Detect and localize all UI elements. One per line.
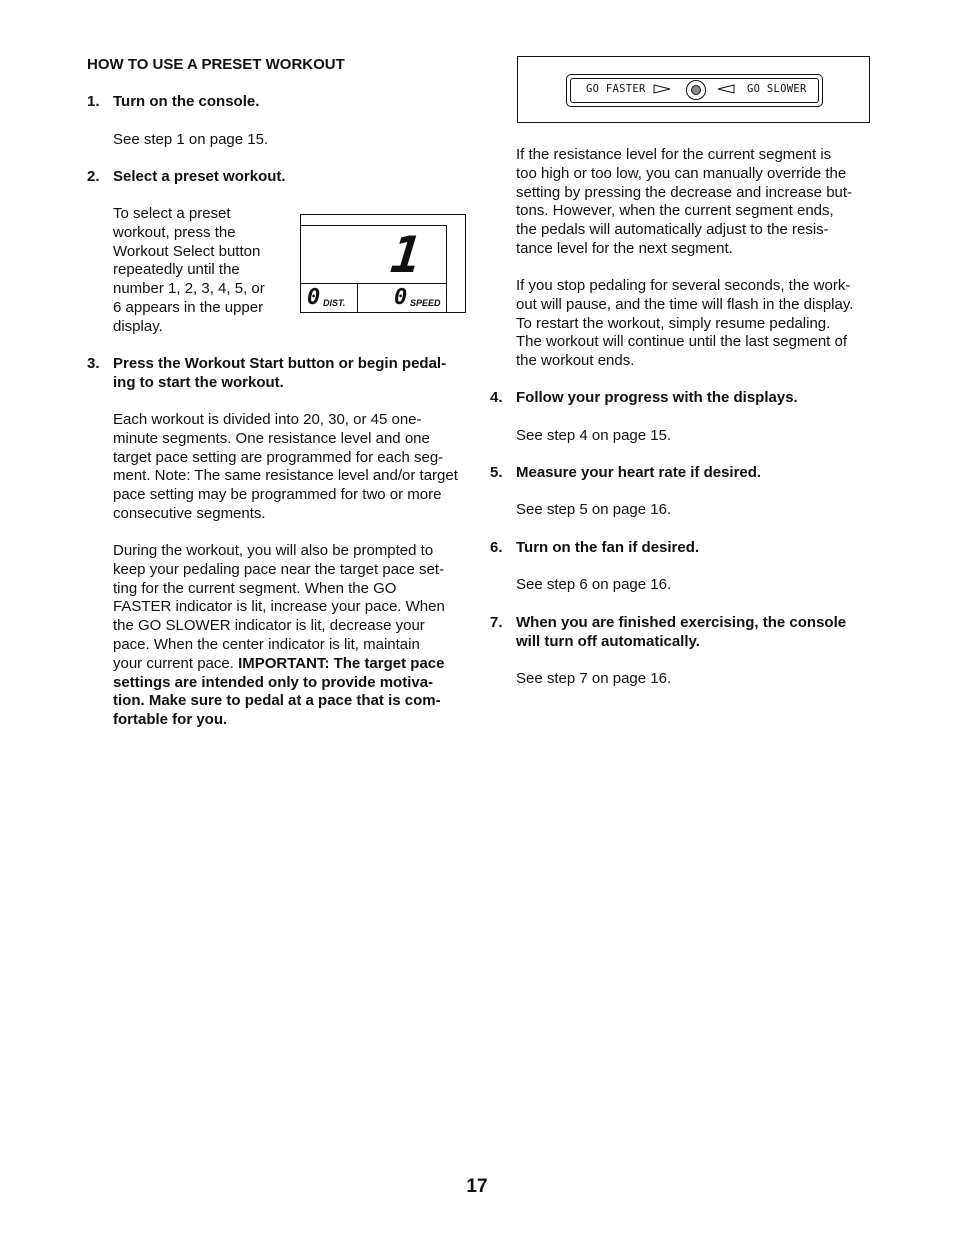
text-line: pace setting may be programmed for two or more (113, 486, 442, 504)
go-faster-triangle-icon (653, 82, 671, 96)
step-text: See step 6 on page 16. (516, 576, 672, 593)
maintain-pace-circle-icon (685, 79, 707, 101)
page-number: 17 (466, 1176, 488, 1197)
step-title (516, 614, 876, 652)
step-text: See step 4 on page 15. (516, 427, 672, 444)
speed-label: SPEED (410, 298, 441, 308)
pace-panel (566, 74, 823, 107)
upper-display (301, 225, 447, 284)
step-title: Follow your progress with the displays. (516, 389, 798, 406)
text-line: settings are intended only to provide motiva- (113, 673, 434, 691)
text-line: If the resistance level for the current segment is (516, 146, 832, 163)
text-line: The workout will continue until the last segment of (516, 333, 848, 351)
text-line: ment. Note: The same resistance level and/or target (113, 467, 458, 485)
step-title: Turn on the fan if desired. (516, 539, 700, 556)
paragraph-pause (516, 277, 876, 371)
step-title: Turn on the console. (113, 93, 260, 110)
important-label: IMPORTANT: The target pace (238, 654, 445, 672)
text-line: 6 appears in the upper (113, 298, 264, 316)
go-faster-label: GO FASTER (586, 83, 646, 95)
text-line: Press the Workout Start button or begin pedal- (113, 355, 447, 372)
distance-value: 0 (307, 285, 321, 310)
step-number: 6. (490, 539, 503, 556)
text-line: fortable for you. (113, 711, 228, 729)
text-line: pace. When the center indicator is lit, maintain (113, 635, 420, 653)
text-line: ing to start the workout. (113, 373, 284, 391)
text-line: workout, press the (113, 223, 236, 241)
text-line: will turn off automatically. (516, 632, 700, 650)
text-line: display. (113, 317, 163, 335)
text-line: tion. Make sure to pedal at a pace that is com- (113, 692, 441, 710)
text-line: the workout ends. (516, 352, 635, 370)
text-line: To select a preset (113, 205, 231, 222)
text-line: Each workout is divided into 20, 30, or 45 one- (113, 411, 422, 428)
step-number: 1. (87, 93, 100, 110)
step-text: See step 5 on page 16. (516, 501, 672, 518)
paragraph-pace (113, 542, 473, 730)
divider (357, 283, 358, 313)
text-run: your current pace. (113, 654, 239, 672)
step-number: 2. (87, 168, 100, 185)
text-line (113, 655, 473, 674)
text-line: the pedals will automatically adjust to the resis- (516, 221, 829, 239)
text-line: To restart the workout, simply resume pedaling. (516, 314, 831, 332)
text-line: keep your pedaling pace near the target pace set- (113, 560, 445, 578)
text-line: setting by pressing the decrease and increase but- (516, 183, 853, 201)
text-line: ting for the current segment. When the GO (113, 579, 397, 597)
text-line: number 1, 2, 3, 4, 5, or (113, 280, 265, 298)
go-slower-label: GO SLOWER (747, 83, 807, 95)
go-slower-triangle-icon (717, 82, 735, 96)
text-line: During the workout, you will also be prompted to (113, 542, 434, 559)
text-line: minute segments. One resistance level and one (113, 429, 430, 447)
distance-label: DIST. (323, 298, 346, 308)
workout-number: 1 (387, 226, 425, 284)
step-text: See step 7 on page 16. (516, 670, 672, 687)
speed-value: 0 (394, 285, 408, 310)
text-line: repeatedly until the (113, 261, 240, 279)
step-title: Select a preset workout. (113, 168, 286, 185)
step-text: See step 1 on page 15. (113, 131, 269, 148)
text-line: tance level for the next segment. (516, 239, 733, 257)
text-line: out will pause, and the time will flash in the display. (516, 295, 854, 313)
step-number: 7. (490, 614, 503, 631)
text-line: FASTER indicator is lit, increase your pace. When (113, 598, 445, 616)
paragraph-override (516, 146, 876, 259)
text-line: target pace setting are programmed for each seg- (113, 448, 444, 466)
console-display-figure (300, 214, 466, 313)
section-heading: HOW TO USE A PRESET WORKOUT (87, 56, 345, 73)
step-number: 4. (490, 389, 503, 406)
step-title: Measure your heart rate if desired. (516, 464, 762, 481)
pace-indicator-figure (517, 56, 870, 123)
step-number: 5. (490, 464, 503, 481)
text-line: If you stop pedaling for several seconds, the work- (516, 277, 851, 294)
step-title (113, 355, 473, 393)
text-line: Workout Select button (113, 242, 261, 260)
text-line: the GO SLOWER indicator is lit, decrease your (113, 617, 425, 635)
step-number: 3. (87, 355, 100, 372)
text-line: consecutive segments. (113, 504, 266, 522)
text-line: too high or too low, you can manually override the (516, 164, 847, 182)
paragraph-segments (113, 411, 473, 524)
step-2-text (113, 205, 313, 337)
text-line: When you are finished exercising, the console (516, 614, 847, 631)
text-line: tons. However, when the current segment ends, (516, 202, 834, 220)
